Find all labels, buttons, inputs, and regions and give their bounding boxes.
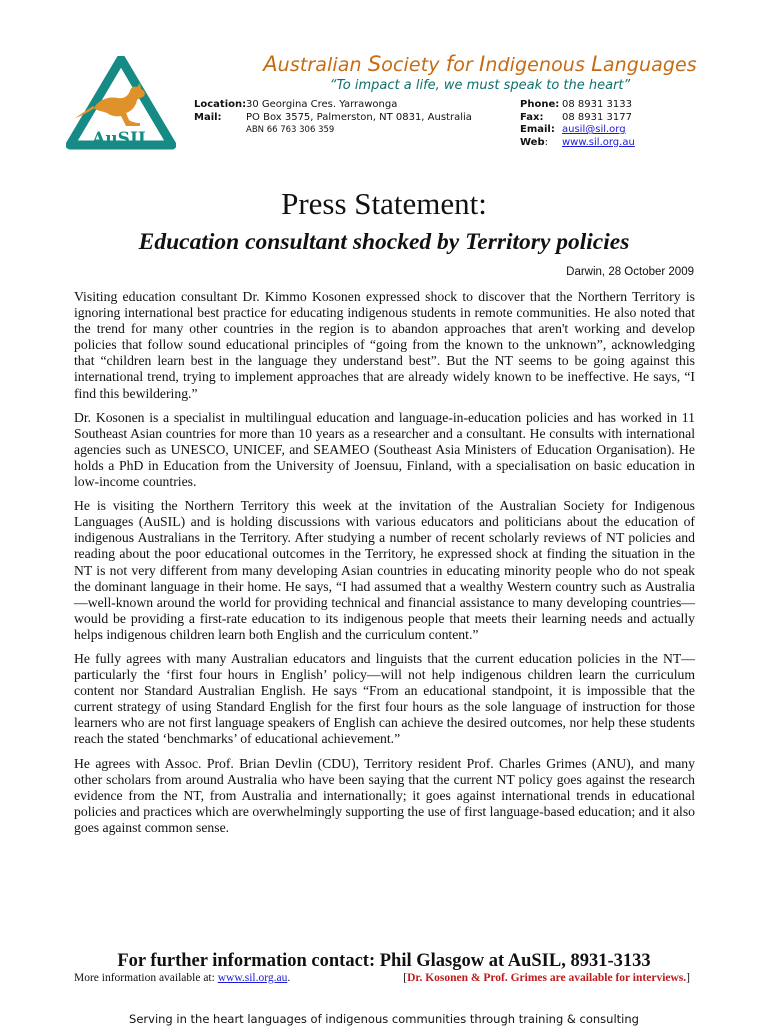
website-link[interactable]: www.sil.org.au [562,136,635,148]
location-value: 30 Georgina Cres. Yarrawonga [246,99,398,110]
organization-name: Australian Society for Indigenous Languages [263,52,697,76]
contact-callout: For further information contact: Phil Glasgow at AuSIL, 8931-3133 [117,951,651,971]
footer-motto: Serving in the heart languages of indigenous communities through training & consulting [129,1012,639,1026]
document-title: Press Statement: [281,186,487,221]
press-release-body [74,289,695,844]
mail-label: Mail: [194,111,222,123]
body-paragraph: Dr. Kosonen is a specialist in multilingual education and language-in-education policies and has worked in 11 Southeast Asian countries for more than 10 years as a researcher and a consultant. He consults with international agencies such as UNESCO, UNICEF, and SEAMEO (Southeast Asia Ministers of Education Organisation). He holds a PhD in Education from the University of Joensuu, Finland, with a specialisation on basic education in low-income countries. [74,409,695,490]
body-paragraph: He fully agrees with many Australian educators and linguists that the current education policies in the NT—particularly the ‘first four hours in English’ policy—will not help indigenous children learn the curriculum content nor Standard Australian English. He says “From an educational standpoint, it is impossible that the current strategy of using Standard English for the first four hours as the sole language of instruction for those learners who are not first language speakers of English can achieve the desired outcomes, nor help these students reach the stated ‘benchmarks’ of educational achievement.” [74,650,695,747]
document-headline: Education consultant shocked by Territory policies [138,229,630,255]
logo-wordmark: AuSIL [92,129,150,149]
interview-availability: [Dr. Kosonen & Prof. Grimes are available for interviews.] [403,972,690,984]
contact-block [520,99,635,149]
organization-tagline: “To impact a life, we must speak to the heart” [329,78,631,93]
abn-number: ABN 66 763 306 359 [246,125,335,135]
body-paragraph: He agrees with Assoc. Prof. Brian Devlin (CDU), Territory resident Prof. Charles Grimes (ANU), and many other scholars from around Australia who have been saying that the current NT policy goes against the research evidence from the NT, from Australia and internationally; it goes against international trends in educational policies and practices which are overwhelmingly supporting the use of first language-based education; and it also goes against common sense. [74,755,695,835]
dateline: Darwin, 28 October 2009 [566,266,694,278]
ausil-logo [66,56,176,152]
body-paragraph: He is visiting the Northern Territory this week at the invitation of the Australian Society for Indigenous Languages (AuSIL) and is holding discussions with various educators and politicians about the education of indigenous Australians in the Territory. After studying a number of recent scholarly reviews of NT policies and reading about the poor educational outcomes in the Territory, he expressed shock at finding the situation in the NT is not very different from many developing Asian countries in educating minority people who do not speak the dominant language in their home. He says, “I had assumed that a wealthy Western country such as Australia—well-known around the world for providing technical and financial assistance to many developing countries—would be providing a first-rate education to its indigenous people that meets their learning needs and actually helps indigenous children learn both English and the curriculum content.” [74,498,695,642]
address-block [194,99,472,137]
mail-value: PO Box 3575, Palmerston, NT 0831, Australia [246,111,472,123]
availability-note: Dr. Kosonen & Prof. Grimes are available for interviews. [407,972,687,984]
web-label: Web: [520,136,548,148]
email-label: Email: [520,124,555,135]
phone-value: 08 8931 3133 [562,99,632,110]
fax-label: Fax: [520,111,544,123]
location-label: Location: [194,99,247,110]
email-link[interactable]: ausil@sil.org [562,124,626,135]
fax-value: 08 8931 3177 [562,111,632,123]
more-info-line: More information available at: www.sil.org.au. [74,972,291,984]
body-paragraph: Visiting education consultant Dr. Kimmo Kosonen expressed shock to discover that the Northern Territory is ignoring international best practice for educating indigenous students in remote communities. He also noted that the trend for many other countries in the region is to abandon approaches that aren't working and develop policies that follow sound educational principles of “going from the known to the unknown”, acknowledging that “children learn best in the language they understand best”. But the NT seems to be going against this international trend, trying to implement approaches that are already widely known to be ineffective. He says, “I find this bewildering.” [74,289,695,401]
phone-label: Phone: [520,99,560,110]
more-info-link[interactable]: www.sil.org.au [217,972,288,984]
